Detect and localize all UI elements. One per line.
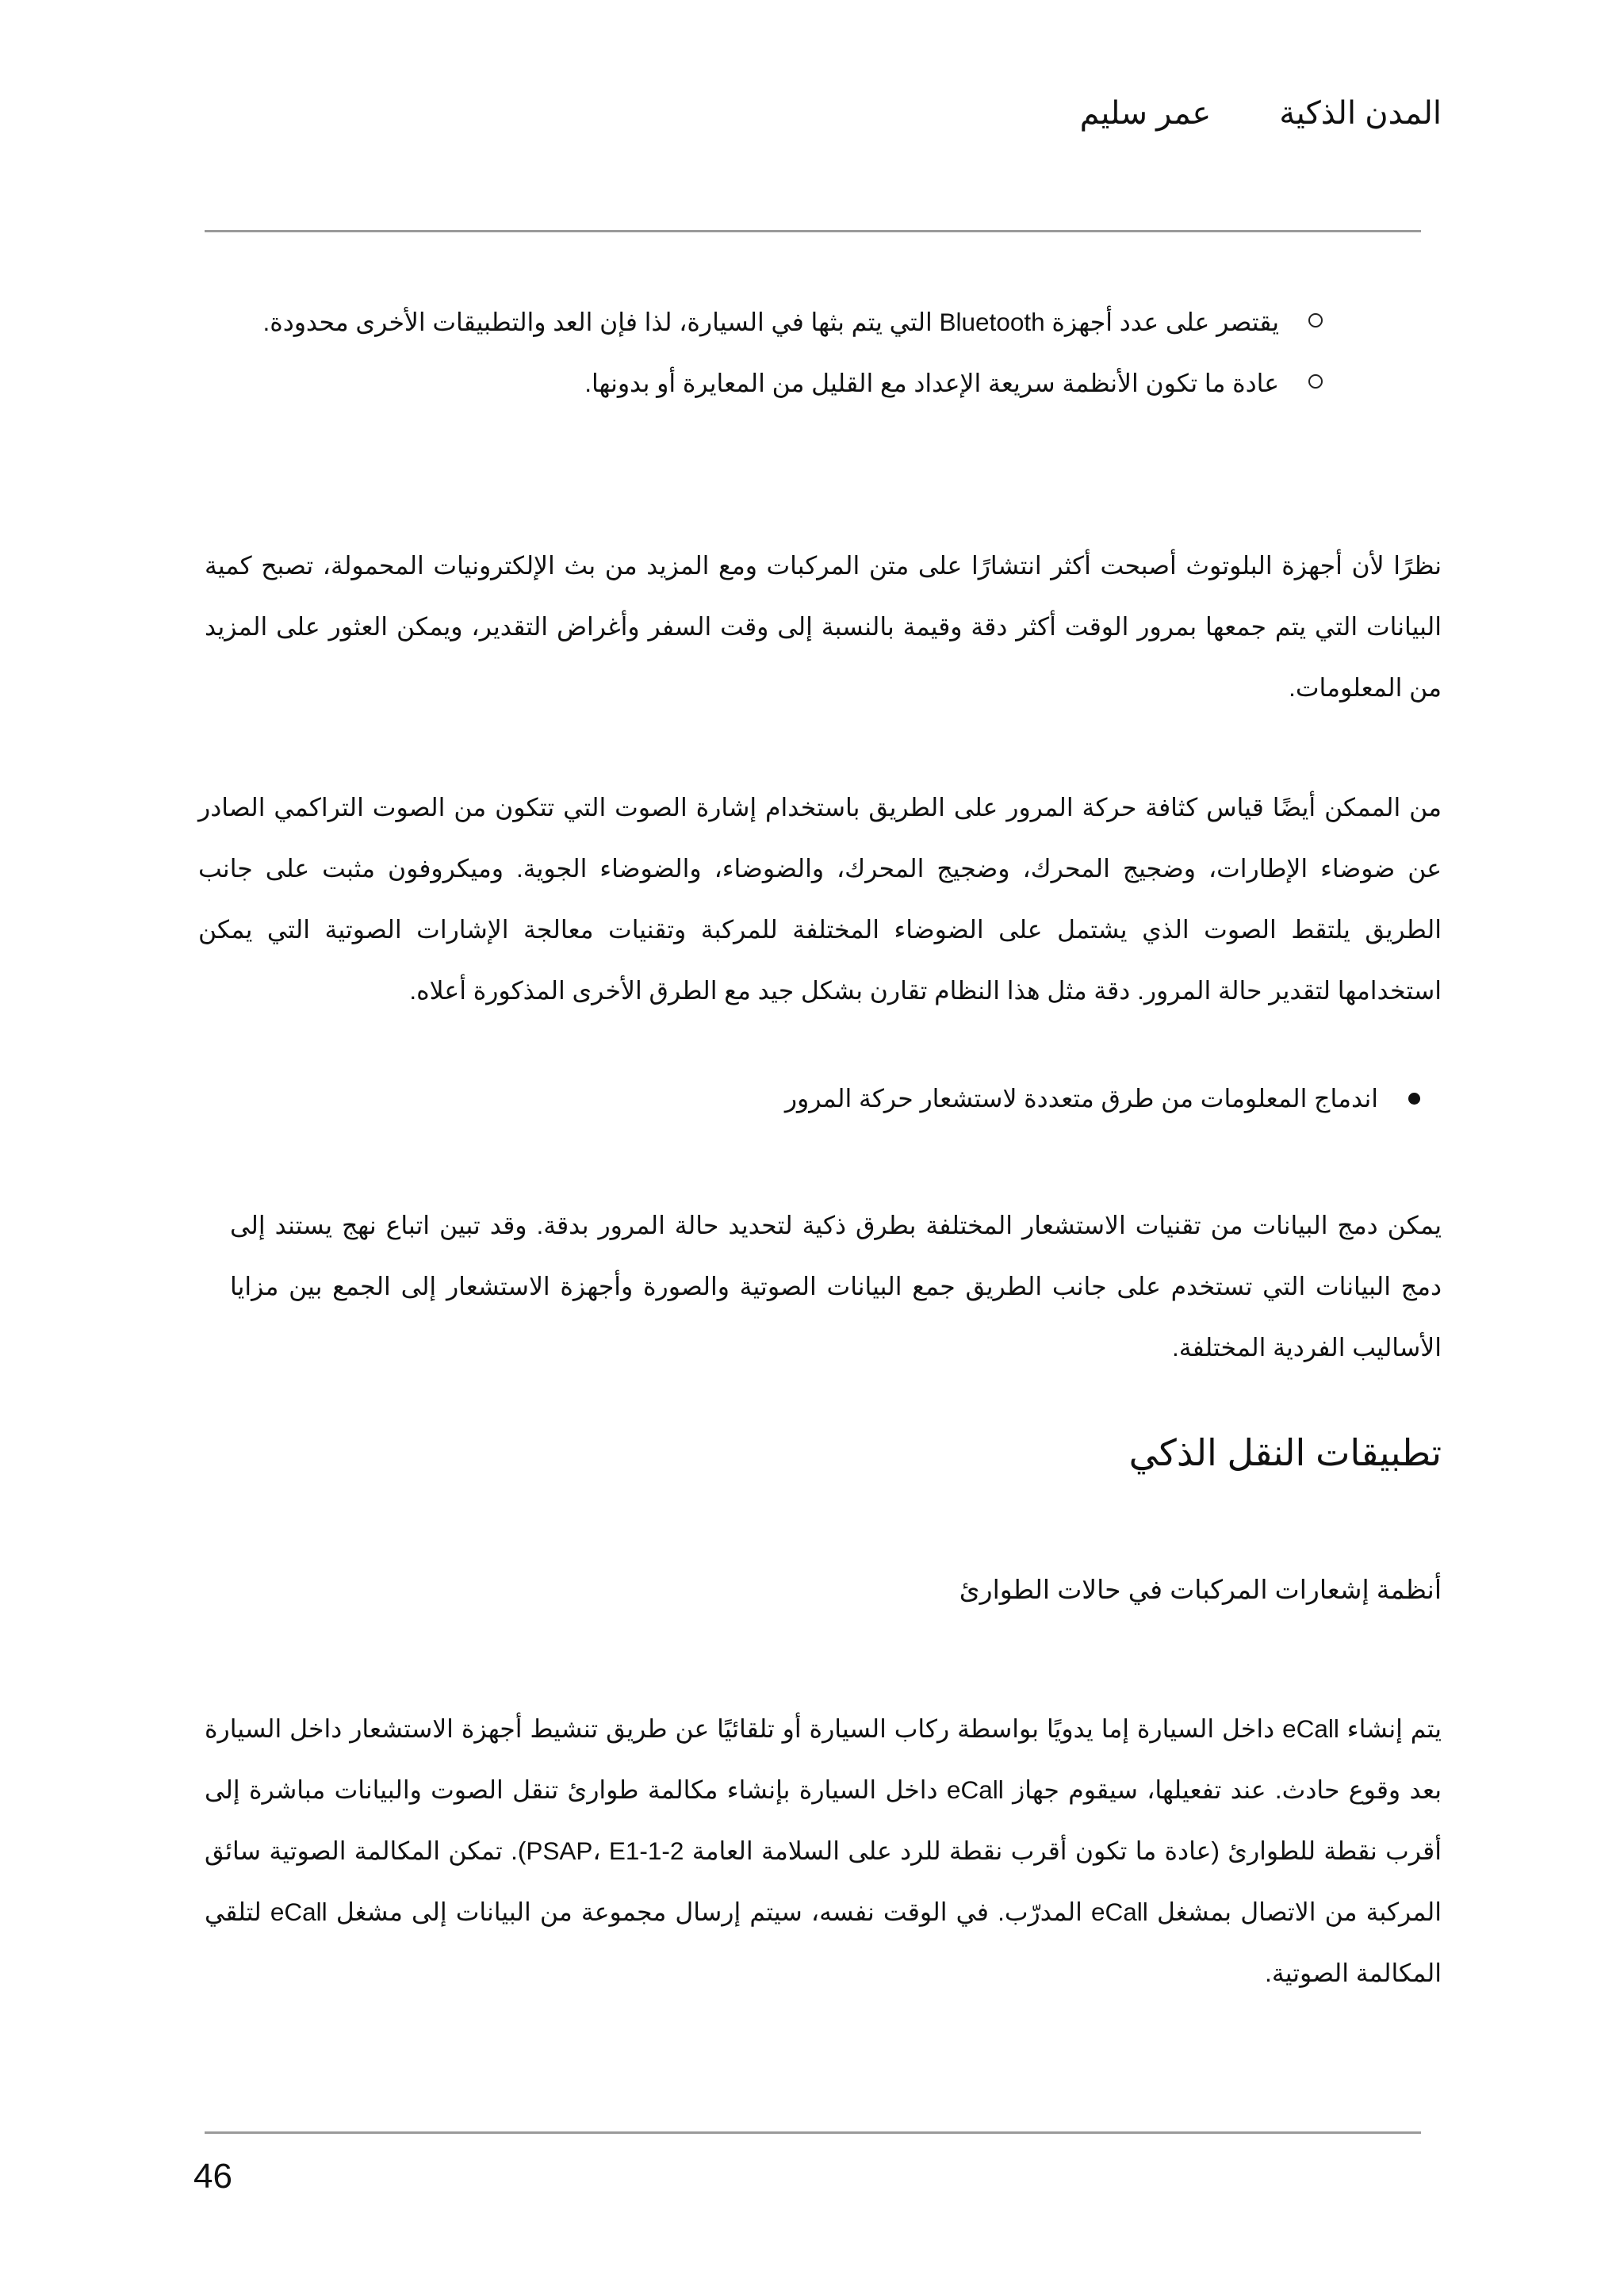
subsection-heading: أنظمة إشعارات المركبات في حالات الطوارئ xyxy=(959,1575,1442,1604)
section-heading: تطبيقات النقل الذكي xyxy=(1128,1432,1442,1473)
paragraph-text: يمكن دمج البيانات من تقنيات الاستشعار المختلفة بطرق ذكية لتحديد حالة المرور بدقة. وقد تبين اتباع نهج يستند إلى دمج البيانات التي تستخدم على جانب الطريق جمع البيانات الصوتية والصورة وأجهزة الاستشعار إلى الجمع بين مزايا الأساليب الفردية المختلفة. xyxy=(230,1211,1442,1361)
header-author: عمر سليم xyxy=(1079,96,1212,131)
sub-bullet-item xyxy=(247,292,1279,353)
paragraph-text: من الممكن أيضًا قياس كثافة حركة المرور على الطريق باستخدام إشارة الصوت التي تتكون من الصوت التراكمي الصادر عن ضوضاء الإطارات، وضجيج المحرك، وضجيج المحرك، والضوضاء، والضوضاء الجوية. وميكروفون مثبت على جانب الطريق يلتقط الصوت الذي يشتمل على الضوضاء المختلفة للمركبة وتقنيات معالجة الإشارات الصوتية التي يمكن استخدامها لتقدير حالة المرور. دقة مثل هذا النظام تقارن بشكل جيد مع الطرق الأخرى المذكورة أعلاه. xyxy=(198,793,1442,1005)
paragraph-text: يتم إنشاء eCall داخل السيارة إما يدويًا بواسطة ركاب السيارة أو تلقائيًا عن طريق تنشيط أجهزة الاستشعار داخل السيارة بعد وقوع حادث. عند تفعيلها، سيقوم جهاز eCall داخل السيارة بإنشاء مكالمة طوارئ تنقل الصوت والبيانات مباشرة إلى أقرب نقطة للطوارئ (عادة ما تكون أقرب نقطة للرد على السلامة العامة PSAP، E1-1-2). تمكن المكالمة الصوتية سائق المركبة من الاتصال بمشغل eCall المدرّب. في الوقت نفسه، سيتم إرسال مجموعة من البيانات إلى مشغل eCall لتلقي المكالمة الصوتية. xyxy=(205,1714,1442,1987)
hollow-circle-bullet-icon xyxy=(1308,313,1323,327)
page-number: 46 xyxy=(193,2157,232,2196)
filled-circle-bullet-icon xyxy=(1408,1093,1420,1105)
paragraph-acoustic xyxy=(198,777,1442,1021)
paragraph-data-fusion xyxy=(230,1195,1442,1378)
header-divider xyxy=(205,230,1421,232)
hollow-circle-bullet-icon xyxy=(1308,374,1323,389)
sub-bullet-list xyxy=(247,292,1279,414)
sub-bullet-text: يقتصر على عدد أجهزة Bluetooth التي يتم بثها في السيارة، لذا فإن العد والتطبيقات الأخرى محدودة. xyxy=(262,308,1279,336)
paragraph-ecall xyxy=(205,1698,1442,2004)
sub-bullet-item xyxy=(247,353,1279,414)
paragraph-text: نظرًا لأن أجهزة البلوتوث أصبحت أكثر انتشارًا على متن المركبات ومع المزيد من بث الإلكترونيات المحمولة، تصبح كمية البيانات التي يتم جمعها بمرور الوقت أكثر دقة وقيمة بالنسبة إلى وقت السفر وأغراض التقدير، ويمكن العثور على المزيد من المعلومات. xyxy=(205,551,1442,702)
paragraph-bluetooth xyxy=(205,535,1442,718)
bullet-text: اندماج المعلومات من طرق متعددة لاستشعار حركة المرور xyxy=(784,1084,1378,1113)
header-title: المدن الذكية xyxy=(1279,96,1442,131)
footer-divider xyxy=(205,2131,1421,2134)
sub-bullet-text: عادة ما تكون الأنظمة سريعة الإعداد مع القليل من المعايرة أو بدونها. xyxy=(584,369,1279,397)
running-header xyxy=(1080,95,1442,132)
bullet-item xyxy=(785,1068,1378,1129)
